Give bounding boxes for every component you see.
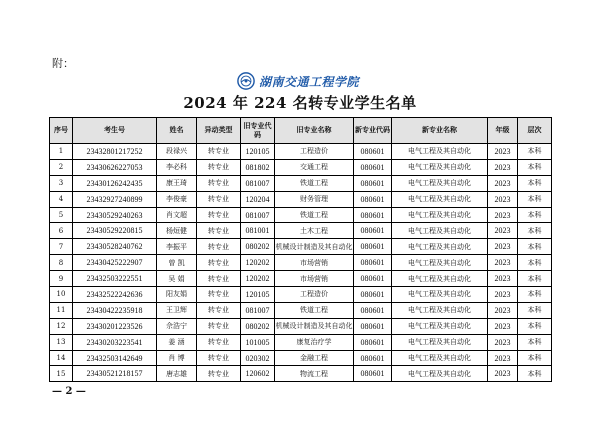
cell-old-major-name: 土木工程 — [275, 223, 354, 239]
cell-index: 2 — [50, 159, 73, 175]
cell-new-major-name: 电气工程及其自动化 — [392, 159, 488, 175]
cell-old-major-name: 市场营销 — [275, 255, 354, 271]
page-number: — 2 — — [52, 386, 86, 397]
cell-old-major-code: 020302 — [241, 350, 275, 366]
cell-level: 本科 — [518, 334, 552, 350]
cell-candidate-number: 23430203223541 — [73, 334, 157, 350]
cell-change-type: 转专业 — [197, 159, 241, 175]
cell-grade: 2023 — [488, 318, 518, 334]
cell-grade: 2023 — [488, 223, 518, 239]
table-row — [50, 175, 552, 191]
cell-old-major-code: 081007 — [241, 175, 275, 191]
cell-old-major-name: 工程造价 — [275, 287, 354, 303]
cell-new-major-code: 080601 — [354, 223, 392, 239]
cell-candidate-number: 23430201223526 — [73, 318, 157, 334]
cell-candidate-number: 23430529240263 — [73, 207, 157, 223]
cell-name: 李俊豪 — [157, 191, 197, 207]
cell-index: 1 — [50, 144, 73, 160]
cell-index: 3 — [50, 175, 73, 191]
cell-old-major-code: 081802 — [241, 159, 275, 175]
table-row — [50, 159, 552, 175]
cell-old-major-code: 120105 — [241, 287, 275, 303]
cell-old-major-name: 机械设计制造及其自动化 — [275, 318, 354, 334]
cell-change-type: 转专业 — [197, 207, 241, 223]
cell-name: 杨烜健 — [157, 223, 197, 239]
cell-old-major-name: 物流工程 — [275, 366, 354, 382]
cell-new-major-code: 080601 — [354, 350, 392, 366]
cell-old-major-name: 财务管理 — [275, 191, 354, 207]
table-row — [50, 239, 552, 255]
cell-candidate-number: 23432801217252 — [73, 144, 157, 160]
cell-index: 7 — [50, 239, 73, 255]
header-old-major-code: 旧专业代码 — [241, 118, 275, 144]
cell-index: 12 — [50, 318, 73, 334]
cell-change-type: 转专业 — [197, 302, 241, 318]
header-change-type: 异动类型 — [197, 118, 241, 144]
header-grade: 年级 — [488, 118, 518, 144]
cell-change-type: 转专业 — [197, 255, 241, 271]
cell-candidate-number: 23430626227053 — [73, 159, 157, 175]
cell-level: 本科 — [518, 255, 552, 271]
cell-old-major-name: 铁道工程 — [275, 207, 354, 223]
header-index: 序号 — [50, 118, 73, 144]
cell-change-type: 转专业 — [197, 334, 241, 350]
cell-level: 本科 — [518, 207, 552, 223]
cell-change-type: 转专业 — [197, 223, 241, 239]
school-seal-icon — [237, 72, 255, 90]
cell-level: 本科 — [518, 191, 552, 207]
cell-name: 曾 凯 — [157, 255, 197, 271]
cell-level: 本科 — [518, 175, 552, 191]
cell-new-major-code: 080601 — [354, 366, 392, 382]
cell-old-major-code: 101005 — [241, 334, 275, 350]
cell-old-major-code: 120202 — [241, 271, 275, 287]
cell-candidate-number: 23430529220815 — [73, 223, 157, 239]
table-row — [50, 302, 552, 318]
cell-name: 吴 娟 — [157, 271, 197, 287]
cell-new-major-name: 电气工程及其自动化 — [392, 271, 488, 287]
cell-grade: 2023 — [488, 239, 518, 255]
cell-old-major-code: 120202 — [241, 255, 275, 271]
table-row — [50, 334, 552, 350]
cell-new-major-name: 电气工程及其自动化 — [392, 302, 488, 318]
header-old-major-name: 旧专业名称 — [275, 118, 354, 144]
cell-grade: 2023 — [488, 207, 518, 223]
school-logo — [237, 72, 359, 90]
cell-grade: 2023 — [488, 287, 518, 303]
cell-index: 10 — [50, 287, 73, 303]
school-name: 湖南交通工程学院 — [259, 74, 360, 89]
cell-grade: 2023 — [488, 350, 518, 366]
document-title: 2024 年 224 名转专业学生名单 — [183, 94, 417, 112]
cell-grade: 2023 — [488, 191, 518, 207]
cell-new-major-code: 080601 — [354, 159, 392, 175]
header-level: 层次 — [518, 118, 552, 144]
cell-name: 李必科 — [157, 159, 197, 175]
cell-old-major-name: 机械设计制造及其自动化 — [275, 239, 354, 255]
cell-new-major-name: 电气工程及其自动化 — [392, 334, 488, 350]
cell-name: 阳友娟 — [157, 287, 197, 303]
cell-index: 11 — [50, 302, 73, 318]
cell-new-major-name: 电气工程及其自动化 — [392, 239, 488, 255]
cell-candidate-number: 23430528240762 — [73, 239, 157, 255]
cell-name: 王卫辉 — [157, 302, 197, 318]
cell-name: 李振平 — [157, 239, 197, 255]
header-candidate-number: 考生号 — [73, 118, 157, 144]
cell-level: 本科 — [518, 239, 552, 255]
cell-new-major-name: 电气工程及其自动化 — [392, 350, 488, 366]
cell-index: 9 — [50, 271, 73, 287]
cell-level: 本科 — [518, 366, 552, 382]
cell-candidate-number: 23430425222907 — [73, 255, 157, 271]
cell-change-type: 转专业 — [197, 366, 241, 382]
cell-candidate-number: 23430422235918 — [73, 302, 157, 318]
cell-candidate-number: 23432503222551 — [73, 271, 157, 287]
cell-new-major-name: 电气工程及其自动化 — [392, 191, 488, 207]
cell-candidate-number: 23430126242435 — [73, 175, 157, 191]
cell-index: 8 — [50, 255, 73, 271]
cell-old-major-code: 120602 — [241, 366, 275, 382]
header-name: 姓名 — [157, 118, 197, 144]
table-header-row — [50, 118, 552, 144]
cell-new-major-name: 电气工程及其自动化 — [392, 318, 488, 334]
table-row — [50, 255, 552, 271]
cell-level: 本科 — [518, 159, 552, 175]
transfer-student-table — [49, 117, 552, 382]
cell-level: 本科 — [518, 287, 552, 303]
cell-change-type: 转专业 — [197, 350, 241, 366]
cell-new-major-code: 080601 — [354, 207, 392, 223]
header-new-major-code: 新专业代码 — [354, 118, 392, 144]
cell-new-major-code: 080601 — [354, 334, 392, 350]
cell-old-major-name: 市场营销 — [275, 271, 354, 287]
cell-old-major-name: 工程造价 — [275, 144, 354, 160]
cell-level: 本科 — [518, 302, 552, 318]
cell-old-major-name: 金融工程 — [275, 350, 354, 366]
cell-old-major-name: 交通工程 — [275, 159, 354, 175]
cell-candidate-number: 23432927240899 — [73, 191, 157, 207]
cell-index: 5 — [50, 207, 73, 223]
cell-index: 4 — [50, 191, 73, 207]
cell-new-major-name: 电气工程及其自动化 — [392, 255, 488, 271]
cell-new-major-name: 电气工程及其自动化 — [392, 207, 488, 223]
cell-level: 本科 — [518, 223, 552, 239]
cell-new-major-code: 080601 — [354, 239, 392, 255]
cell-index: 15 — [50, 366, 73, 382]
table-row — [50, 223, 552, 239]
table-row — [50, 366, 552, 382]
cell-name: 姜 涵 — [157, 334, 197, 350]
cell-new-major-code: 080601 — [354, 271, 392, 287]
cell-grade: 2023 — [488, 271, 518, 287]
cell-name: 康王琦 — [157, 175, 197, 191]
cell-grade: 2023 — [488, 302, 518, 318]
cell-new-major-name: 电气工程及其自动化 — [392, 287, 488, 303]
cell-old-major-code: 120105 — [241, 144, 275, 160]
cell-change-type: 转专业 — [197, 144, 241, 160]
cell-old-major-code: 120204 — [241, 191, 275, 207]
cell-new-major-code: 080601 — [354, 144, 392, 160]
cell-new-major-code: 080601 — [354, 175, 392, 191]
cell-grade: 2023 — [488, 366, 518, 382]
cell-new-major-name: 电气工程及其自动化 — [392, 175, 488, 191]
cell-index: 13 — [50, 334, 73, 350]
cell-level: 本科 — [518, 350, 552, 366]
cell-grade: 2023 — [488, 175, 518, 191]
cell-old-major-name: 铁道工程 — [275, 302, 354, 318]
cell-change-type: 转专业 — [197, 287, 241, 303]
cell-grade: 2023 — [488, 144, 518, 160]
cell-name: 肖 博 — [157, 350, 197, 366]
cell-old-major-code: 080202 — [241, 318, 275, 334]
cell-name: 段禄兴 — [157, 144, 197, 160]
cell-grade: 2023 — [488, 334, 518, 350]
cell-index: 6 — [50, 223, 73, 239]
table-row — [50, 271, 552, 287]
cell-old-major-code: 080202 — [241, 239, 275, 255]
attachment-label: 附： — [52, 57, 74, 70]
cell-new-major-code: 080601 — [354, 302, 392, 318]
cell-new-major-name: 电气工程及其自动化 — [392, 144, 488, 160]
table-row — [50, 144, 552, 160]
cell-change-type: 转专业 — [197, 318, 241, 334]
cell-new-major-name: 电气工程及其自动化 — [392, 366, 488, 382]
cell-level: 本科 — [518, 144, 552, 160]
cell-index: 14 — [50, 350, 73, 366]
cell-old-major-code: 081007 — [241, 302, 275, 318]
cell-name: 肖文超 — [157, 207, 197, 223]
cell-new-major-code: 080601 — [354, 191, 392, 207]
cell-new-major-name: 电气工程及其自动化 — [392, 223, 488, 239]
cell-old-major-code: 081007 — [241, 207, 275, 223]
cell-candidate-number: 23432522242636 — [73, 287, 157, 303]
table-row — [50, 318, 552, 334]
table-row — [50, 350, 552, 366]
cell-change-type: 转专业 — [197, 271, 241, 287]
cell-change-type: 转专业 — [197, 175, 241, 191]
cell-new-major-code: 080601 — [354, 287, 392, 303]
cell-old-major-name: 康复治疗学 — [275, 334, 354, 350]
cell-new-major-code: 080601 — [354, 255, 392, 271]
cell-change-type: 转专业 — [197, 239, 241, 255]
cell-level: 本科 — [518, 318, 552, 334]
cell-candidate-number: 23432503142649 — [73, 350, 157, 366]
cell-old-major-code: 081001 — [241, 223, 275, 239]
cell-old-major-name: 铁道工程 — [275, 175, 354, 191]
cell-grade: 2023 — [488, 255, 518, 271]
header-new-major-name: 新专业名称 — [392, 118, 488, 144]
cell-change-type: 转专业 — [197, 191, 241, 207]
cell-level: 本科 — [518, 271, 552, 287]
cell-grade: 2023 — [488, 159, 518, 175]
cell-candidate-number: 23430521218157 — [73, 366, 157, 382]
cell-name: 佘浩宁 — [157, 318, 197, 334]
cell-new-major-code: 080601 — [354, 318, 392, 334]
table-row — [50, 287, 552, 303]
cell-name: 唐志雄 — [157, 366, 197, 382]
table-row — [50, 207, 552, 223]
table-row — [50, 191, 552, 207]
